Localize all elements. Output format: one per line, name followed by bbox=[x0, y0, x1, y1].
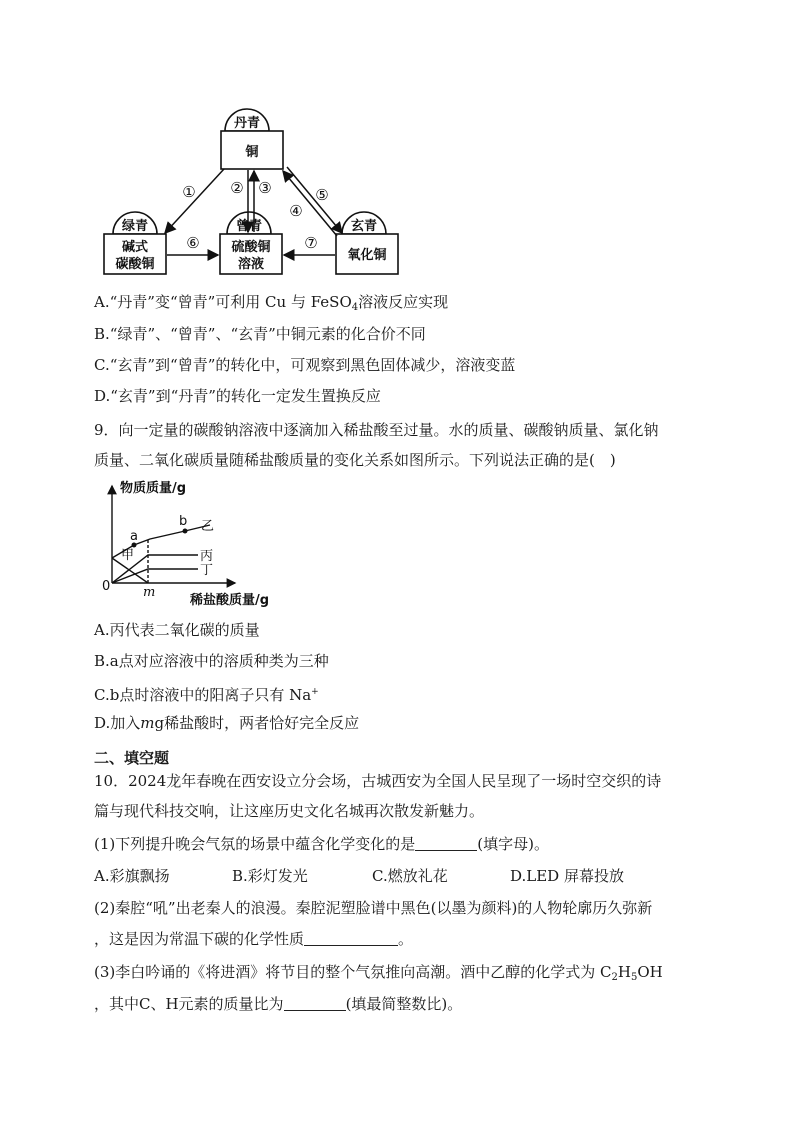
answer-blank-2[interactable] bbox=[304, 931, 398, 946]
label-arrow-4: ④ bbox=[289, 202, 303, 220]
tag-danqing: 丹青 bbox=[233, 116, 261, 131]
node-copper-oxide: 氧化铜 bbox=[347, 248, 387, 263]
q9-stem-line1: 9．向一定量的碳酸钠溶液中逐滴加入稀盐酸至过量。水的质量、碳酸钠质量、氯化钠 bbox=[94, 421, 659, 439]
graph-jia-label: 甲 bbox=[121, 548, 135, 563]
answer-blank-3[interactable] bbox=[284, 996, 346, 1011]
tag-cengqing: 曾青 bbox=[235, 219, 263, 234]
graph-point-a-label: a bbox=[130, 529, 138, 544]
graph-x-label: 稀盐酸质量/g bbox=[190, 593, 270, 608]
q8-option-b: B.“绿青”、“曾青”、“玄青”中铜元素的化合价不同 bbox=[94, 325, 426, 343]
q10-p1-option-c: C.燃放礼花 bbox=[372, 867, 448, 885]
node-copper: 铜 bbox=[245, 145, 259, 160]
label-arrow-7: ⑦ bbox=[304, 234, 318, 252]
q10-part2-line1: (2)秦腔“吼”出老秦人的浪漫。秦腔泥塑脸谱中黑色(以墨为颜料)的人物轮廓历久弥新 bbox=[94, 899, 653, 917]
q9-option-d: D.加入mg稀盐酸时，两者恰好完全反应 bbox=[94, 714, 360, 732]
graph-point-b-label: b bbox=[179, 514, 188, 529]
q9-option-b: B.a点对应溶液中的溶质种类为三种 bbox=[94, 652, 329, 670]
q10-p1-option-b: B.彩灯发光 bbox=[232, 867, 308, 885]
copper-transformation-diagram bbox=[0, 0, 794, 300]
tag-xuanqing: 玄青 bbox=[350, 219, 378, 234]
q9-option-a: A.丙代表二氧化碳的质量 bbox=[94, 621, 260, 639]
q10-part3-line1: (3)李白吟诵的《将进酒》将节目的整个气氛推向高潮。酒中乙醇的化学式为 $C_2H_5OH$ bbox=[94, 963, 663, 983]
graph-y-label: 物质质量/g bbox=[120, 481, 187, 496]
label-arrow-1: ① bbox=[182, 183, 196, 201]
label-arrow-5: ⑤ bbox=[315, 186, 329, 204]
graph-ding-label: 丁 bbox=[200, 563, 214, 578]
q9-option-c: C.b点时溶液中的阳离子只有 Na+ bbox=[94, 686, 319, 704]
tag-lvqing: 绿青 bbox=[121, 219, 149, 234]
q10-p1-option-d: D.LED 屏幕投放 bbox=[510, 867, 624, 885]
node-copper-sulfate-l2: 溶液 bbox=[237, 257, 265, 272]
q9-stem-line2: 质量、二氧化碳质量随稀盐酸质量的变化关系如图所示。下列说法正确的是( ) bbox=[94, 451, 616, 469]
point-b bbox=[183, 529, 188, 534]
q8-option-d: D.“玄青”到“丹青”的转化一定发生置换反应 bbox=[94, 387, 381, 405]
answer-blank-1[interactable] bbox=[415, 836, 477, 851]
q10-part2-line2: ，这是因为常温下碳的化学性质 。 bbox=[94, 930, 414, 948]
q9-mass-graph bbox=[90, 478, 300, 608]
graph-yi-label: 乙 bbox=[201, 519, 215, 534]
q10-p1-option-a: A.彩旗飘扬 bbox=[94, 867, 170, 885]
node-basic-copper-carbonate-l1: 碱式 bbox=[121, 240, 149, 255]
label-arrow-3: ③ bbox=[258, 179, 272, 197]
graph-m-label: m bbox=[143, 585, 156, 600]
section-heading-fill-blank: 二、填空题 bbox=[94, 749, 170, 767]
curve-ding bbox=[112, 569, 198, 583]
q10-stem-line1: 10．2024龙年春晚在西安设立分会场，古城西安为全国人民呈现了一场时空交织的诗 bbox=[94, 772, 662, 790]
label-arrow-2: ② bbox=[230, 179, 244, 197]
q10-stem-line2: 篇与现代科技交响，让这座历史文化名城再次散发新魅力。 bbox=[94, 802, 485, 820]
node-copper-sulfate-l1: 硫酸铜 bbox=[231, 240, 271, 255]
q8-option-a: A.“丹青”变“曾青”可利用 Cu 与 FeSO$_4$溶液反应实现 bbox=[94, 293, 449, 313]
q10-part1: (1)下列提升晚会气氛的场景中蕴含化学变化的是 (填字母)。 bbox=[94, 835, 549, 853]
graph-origin: 0 bbox=[102, 579, 111, 594]
arrow-1 bbox=[165, 169, 224, 233]
q8-option-c: C.“玄青”到“曾青”的转化中，可观察到黑色固体减少，溶液变蓝 bbox=[94, 356, 516, 374]
graph-bing-label: 丙 bbox=[200, 549, 214, 564]
label-arrow-6: ⑥ bbox=[186, 234, 200, 252]
q10-part3-line2: ，其中C、H元素的质量比为 (填最简整数比)。 bbox=[94, 995, 463, 1013]
node-basic-copper-carbonate-l2: 碳酸铜 bbox=[115, 257, 155, 272]
